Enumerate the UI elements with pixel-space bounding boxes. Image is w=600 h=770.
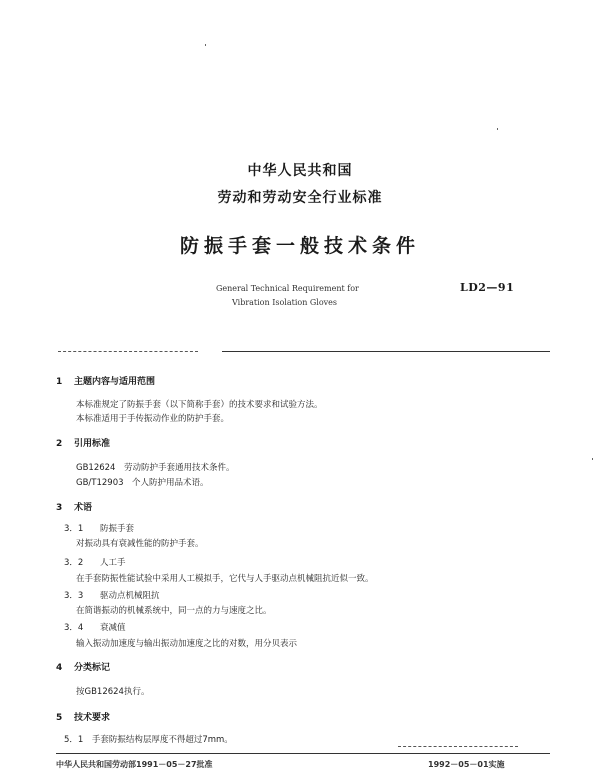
section-title: 分类标记: [74, 663, 111, 673]
term-number: 3．4: [64, 623, 84, 633]
standard-code: LD2—91: [460, 281, 515, 294]
section-1-line-2: 本标准适用于手传振动作业的防护手套。: [76, 414, 230, 424]
footer-rule-dashed: [398, 746, 518, 747]
term-3-4-heading: [64, 621, 126, 633]
term-name: 防振手套: [100, 524, 135, 534]
section-2-heading: [56, 436, 110, 449]
header-rule-left: [58, 351, 198, 352]
term-name: 驱动点机械阻抗: [100, 591, 160, 601]
footer-effective-date: 1992－05－01实施: [428, 760, 505, 769]
section-title: 术语: [74, 503, 93, 513]
english-title-line-1: General Technical Requirement for: [216, 284, 359, 293]
term-name: 人工手: [100, 558, 126, 568]
section-2-line-2: GB/T12903 个人防护用品术语。: [76, 478, 209, 488]
section-title: 主题内容与适用范围: [74, 377, 156, 387]
org-line-1: 中华人民共和国: [247, 163, 353, 179]
header-rule-right: [222, 351, 550, 352]
section-number: 3: [56, 503, 63, 513]
section-1-heading: [56, 374, 155, 387]
term-3-4-definition: 输入振动加速度与输出振动加速度之比的对数，用分贝表示: [76, 639, 298, 649]
section-number: 5: [56, 713, 63, 723]
section-3-heading: [56, 500, 92, 513]
term-number: 3．3: [64, 591, 84, 601]
term-3-1-definition: 对振动具有衰减性能的防护手套。: [76, 539, 204, 549]
term-number: 3．2: [64, 558, 84, 568]
term-3-2-definition: 在手套防振性能试验中采用人工模拟手，它代与人手驱动点机械阻抗近似一致。: [76, 574, 374, 584]
scan-speck: [205, 44, 206, 46]
section-number: 2: [56, 439, 63, 449]
section-5-line-1: 5．1 手套防振结构层厚度不得超过7mm。: [64, 735, 233, 745]
section-4-line-1: 按GB12624执行。: [76, 687, 150, 697]
term-number: 3．1: [64, 524, 84, 534]
english-title-line-2: Vibration Isolation Gloves: [232, 298, 338, 307]
term-3-2-heading: [64, 556, 126, 568]
section-2-line-1: GB12624 劳动防护手套通用技术条件。: [76, 463, 235, 473]
document-title: 防振手套一般技术条件: [179, 235, 420, 257]
footer-rule: [56, 753, 550, 754]
term-3-1-heading: [64, 522, 134, 534]
section-4-heading: [56, 660, 110, 673]
term-name: 衰减值: [100, 623, 126, 633]
term-3-3-heading: [64, 589, 160, 601]
org-line-2: 劳动和劳动安全行业标准: [217, 190, 383, 206]
scan-speck: [592, 458, 593, 460]
section-5-heading: [56, 710, 110, 723]
scan-speck: [497, 128, 498, 130]
footer-approval: 中华人民共和国劳动部1991－05－27批准: [56, 760, 213, 769]
section-title: 技术要求: [74, 713, 111, 723]
section-number: 1: [56, 377, 63, 387]
section-title: 引用标准: [74, 439, 111, 449]
section-1-line-1: 本标准规定了防振手套（以下简称手套）的技术要求和试验方法。: [76, 400, 323, 410]
term-3-3-definition: 在简谐振动的机械系统中，同一点的力与速度之比。: [76, 606, 272, 616]
section-number: 4: [56, 663, 63, 673]
